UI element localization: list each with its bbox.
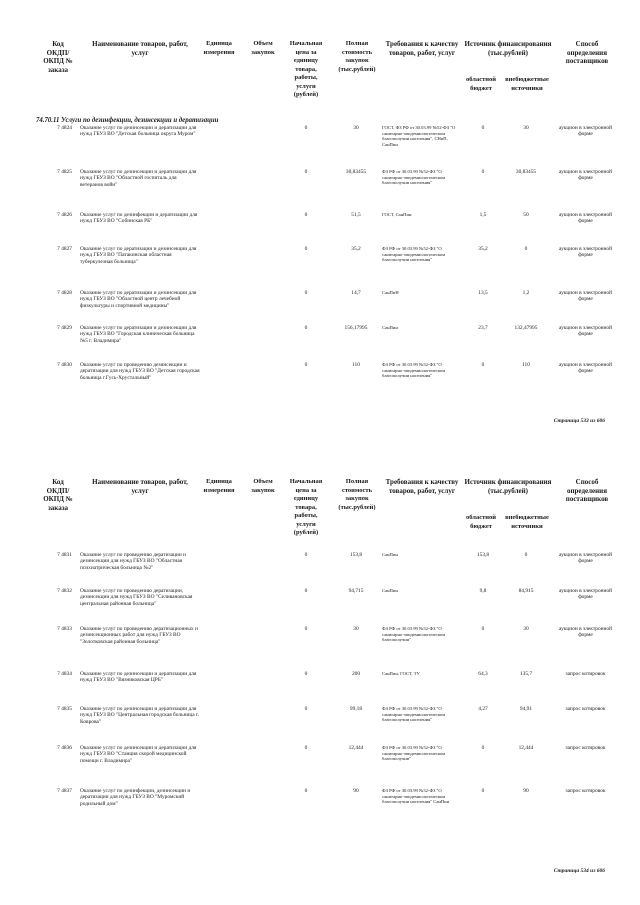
unit-price: 0 [304, 125, 308, 131]
extra-budget: 1,2 [522, 290, 530, 296]
total-cost: 110 [352, 362, 360, 368]
header-method: Способ определения поставщиков [565, 478, 609, 503]
order-number: 7 4826 [57, 212, 72, 218]
header-name: Наименование товаров, работ, услуг [92, 40, 188, 57]
regional-budget: 9,8 [479, 588, 487, 594]
quality-requirements: ФЗ РФ от 30.03.99 №52-ФЗ "О санитарно-эпидемиологическом благополучии населения" [382, 246, 446, 263]
supplier-method: аукцион в электронной форме [558, 125, 613, 138]
header-extra: внебюджетные источники [505, 514, 549, 530]
regional-budget: 0 [481, 169, 485, 175]
order-number: 7 4835 [57, 706, 72, 712]
supplier-method: аукцион в электронной форме [558, 290, 613, 303]
order-number: 7 4831 [57, 552, 72, 558]
header-unit: Единица измерения [203, 478, 235, 494]
quality-requirements: ФЗ РФ от 30.03.99 №52-ФЗ "О санитарно-эпидемиологическом благополучии населения" [382, 362, 446, 379]
header-funding: Источник финансирования (тыс.рублей) [464, 478, 552, 495]
regional-budget: 0 [481, 626, 485, 632]
quality-requirements: СанПин [382, 325, 398, 330]
extra-budget: 135,7 [519, 671, 533, 677]
item-name: Оказание услуг по дезинфекции и дератизации для нужд ГБУЗ ВО "Собинская РБ" [80, 212, 198, 225]
header-requirements: Требования к качеству товаров, работ, услуг [385, 478, 459, 495]
header-code: Код ОКДП/ ОКПД № заказа [43, 478, 73, 512]
extra-budget: 0 [524, 552, 528, 558]
item-name: Оказание услуг по дезинсекции и дератизации для нужд ГБУЗ ВО "Областной госпиталь для ветеранов войн" [80, 169, 197, 188]
order-number: 7 4832 [57, 588, 72, 594]
quality-requirements: СанПин [382, 552, 398, 557]
regional-budget: 35,2 [478, 246, 488, 252]
regional-budget: 0 [481, 125, 485, 131]
item-name: Оказание услуг по проведению дератизации и дезинсекции для нужд ГБУЗ ВО "Областная психиатрическая больница №2" [80, 552, 186, 571]
item-name: Оказание услуг по дезинсекции и дератизации для нужд ГБУЗ ВО "Центральная городская больница г. Коврова" [80, 706, 199, 725]
extra-budget: 110 [522, 362, 530, 368]
supplier-method: запрос котировок [565, 671, 606, 677]
total-cost: 94,715 [348, 588, 364, 594]
unit-price: 0 [304, 788, 308, 794]
extra-budget: 12,444 [518, 745, 534, 751]
extra-budget: 0 [524, 246, 528, 252]
supplier-method: аукцион в электронной форме [558, 362, 613, 375]
total-cost: 30 [353, 125, 359, 131]
supplier-method: аукцион в электронной форме [558, 325, 613, 338]
total-cost: 99,18 [349, 706, 363, 712]
header-regional: областной бюджет [465, 76, 497, 92]
total-cost: 14,7 [351, 290, 361, 296]
order-number: 7 4834 [57, 671, 72, 677]
page-footer: Страница 534 из 606 [553, 868, 605, 874]
quality-requirements: ФЗ РФ от 30.03.99 №52-ФЗ "О санитарно-эпидемиологическом благополучии населения" СанПин [382, 788, 450, 805]
unit-price: 0 [304, 290, 308, 296]
extra-budget: 30 [523, 626, 529, 632]
header-funding: Источник финансирования (тыс.рублей) [464, 40, 552, 57]
order-number: 7 4837 [57, 788, 72, 794]
unit-price: 0 [304, 212, 308, 218]
header-regional: областной бюджет [465, 514, 497, 530]
extra-budget: 90 [523, 788, 529, 794]
regional-budget: 0 [481, 788, 485, 794]
item-name: Оказание услуг по проведению дератизации, дезинсекции для нужд ГБУЗ ВО "Селивановская центральная районная больница" [80, 588, 193, 607]
item-name: Оказание услуг по дезинсекции и дератизации для нужд ГБУЗ ВО "Детская больница округа Муром" [80, 125, 197, 138]
quality-requirements: СанПиН [382, 290, 399, 295]
item-name: Оказание услуг по проведению дезинсекции и дератизации для нужд ГБУЗ ВО "Детская городская больница г.Гусь-Хрустальный" [80, 362, 200, 381]
order-number: 7 4827 [57, 246, 72, 252]
supplier-method: аукцион в электронной форме [558, 212, 613, 225]
page-footer: Страница 533 из 606 [553, 418, 605, 424]
unit-price: 0 [304, 325, 308, 331]
unit-price: 0 [304, 626, 308, 632]
supplier-method: запрос котировок [565, 745, 606, 751]
header-volume: Объем закупок [251, 478, 275, 494]
supplier-method: запрос котировок [565, 706, 606, 712]
unit-price: 0 [304, 362, 308, 368]
total-cost: 200 [351, 671, 361, 677]
unit-price: 0 [304, 706, 308, 712]
total-cost: 156,17995 [344, 325, 368, 331]
regional-budget: 1,5 [479, 212, 487, 218]
total-cost: 35,2 [351, 246, 361, 252]
quality-requirements: ГОСТ, СанПин [382, 212, 412, 217]
item-name: Оказание услуг по дератизации и дезинсекции для нужд ГБУЗ ВО "Городская клиническая больница №5 г. Владимира" [80, 325, 197, 344]
supplier-method: аукцион в электронной форме [558, 169, 613, 182]
regional-budget: 0 [481, 745, 485, 751]
quality-requirements: ФЗ РФ от 30.03.99 №52-ФЗ "О санитарно-эпидемиологическом благополучии" [382, 745, 446, 762]
item-name: Оказание услуг по дезинсекции и дератизации для нужд ГБУЗ ВО "Станция скорой медицинской помощи г. Владимира" [80, 745, 197, 764]
quality-requirements: ФЗ РФ от 30.03.99 №52-ФЗ "О санитарно-эпидемиологическом благополучии населения" [382, 706, 446, 723]
order-number: 7 4829 [57, 325, 72, 331]
unit-price: 0 [304, 552, 308, 558]
unit-price: 0 [304, 745, 308, 751]
supplier-method: аукцион в электронной форме [558, 552, 613, 565]
total-cost: 90 [353, 788, 359, 794]
section-heading: 74.70.11 Услуги по дезинфекции, дезинсекции и дератизации [36, 117, 219, 124]
regional-budget: 0 [481, 362, 485, 368]
header-extra: внебюджетные источники [505, 76, 549, 92]
unit-price: 0 [304, 588, 308, 594]
regional-budget: 64,3 [478, 671, 488, 677]
supplier-method: запрос котировок [565, 788, 606, 794]
quality-requirements: ФЗ РФ от 30.03.99 №52-ФЗ "О санитарно-эпидемиологическом благополучии" [382, 626, 446, 643]
order-number: 7 4830 [57, 362, 72, 368]
header-unit: Единица измерения [203, 40, 235, 56]
header-name: Наименование товаров, работ, услуг [92, 478, 188, 495]
order-number: 7 4833 [57, 626, 72, 632]
total-cost: 30 [353, 626, 359, 632]
item-name: Оказание услуг по дератизации и дезинсекции для нужд ГБУЗ ВО "Патакинская областная туберкулезная больница" [80, 246, 197, 265]
extra-budget: 30,83455 [515, 169, 537, 175]
item-name: Оказание услуг по дезинфекции, дезинсекции и дератизации для нужд ГБУЗ ВО "Муромский родильный дом" [80, 788, 191, 807]
extra-budget: 94,91 [519, 706, 533, 712]
extra-budget: 50 [523, 212, 529, 218]
header-method: Способ определения поставщиков [565, 40, 609, 65]
regional-budget: 153,8 [476, 552, 490, 558]
supplier-method: аукцион в электронной форме [558, 246, 613, 259]
order-number: 7 4828 [57, 290, 72, 296]
regional-budget: 23,7 [478, 325, 488, 331]
header-requirements: Требования к качеству товаров, работ, услуг [385, 40, 459, 57]
item-name: Оказание услуг по дератизации и дезинсекции для нужд ГБУЗ ВО "Областной центр лечебной физкультуры и спортивной медицины" [80, 290, 197, 309]
extra-budget: 84,915 [518, 588, 534, 594]
unit-price: 0 [304, 246, 308, 252]
extra-budget: 132,47995 [514, 325, 538, 331]
document-page-534 [0, 440, 640, 905]
unit-price: 0 [304, 671, 308, 677]
total-cost: 12,444 [348, 745, 364, 751]
header-volume: Объем закупок [251, 40, 275, 56]
total-cost: 30,83455 [345, 169, 367, 175]
header-price: Начальная цена за единицу товара, работы, услуги (рублей) [289, 40, 323, 98]
item-name: Оказание услуг по проведению дератизационных и дезинсекционных работ для нужд ГБУЗ ВО "Золотковская районная больница" [80, 626, 198, 645]
supplier-method: аукцион в электронной форме [558, 626, 613, 639]
total-cost: 153,8 [349, 552, 363, 558]
order-number: 7 4825 [57, 169, 72, 175]
quality-requirements: СанПин [382, 588, 398, 593]
header-cost: Полная стоимость закупок (тыс.рублей) [338, 478, 376, 511]
quality-requirements: ФЗ РФ от 30.03.99 №52-ФЗ "О санитарно-эпидемиологическом благополучии населения" [382, 169, 446, 186]
header-price: Начальная цена за единицу товара, работы, услуги (рублей) [289, 478, 323, 536]
order-number: 7 4836 [57, 745, 72, 751]
order-number: 7 4824 [57, 125, 72, 131]
regional-budget: 13,5 [478, 290, 488, 296]
item-name: Оказание услуг по дезинсекции и дератизации для нужд ГБУЗ ВО "Вязниковская ЦРБ" [80, 671, 197, 684]
header-code: Код ОКДП/ ОКПД № заказа [43, 40, 73, 74]
regional-budget: 4,27 [478, 706, 488, 712]
unit-price: 0 [304, 169, 308, 175]
quality-requirements: СанПин, ГОСТ, ТУ [382, 671, 420, 676]
header-cost: Полная стоимость закупок (тыс.рублей) [338, 40, 376, 73]
total-cost: 51,5 [351, 212, 361, 218]
supplier-method: аукцион в электронной форме [558, 588, 613, 601]
extra-budget: 30 [523, 125, 529, 131]
quality-requirements: ГОСТ, ФЗ РФ от 30.03.99 №52-ФЗ "О санитарно-эпидемиологическом благополучии населения", СНиП, СанПин [382, 125, 456, 147]
document-page-533 [0, 0, 640, 440]
